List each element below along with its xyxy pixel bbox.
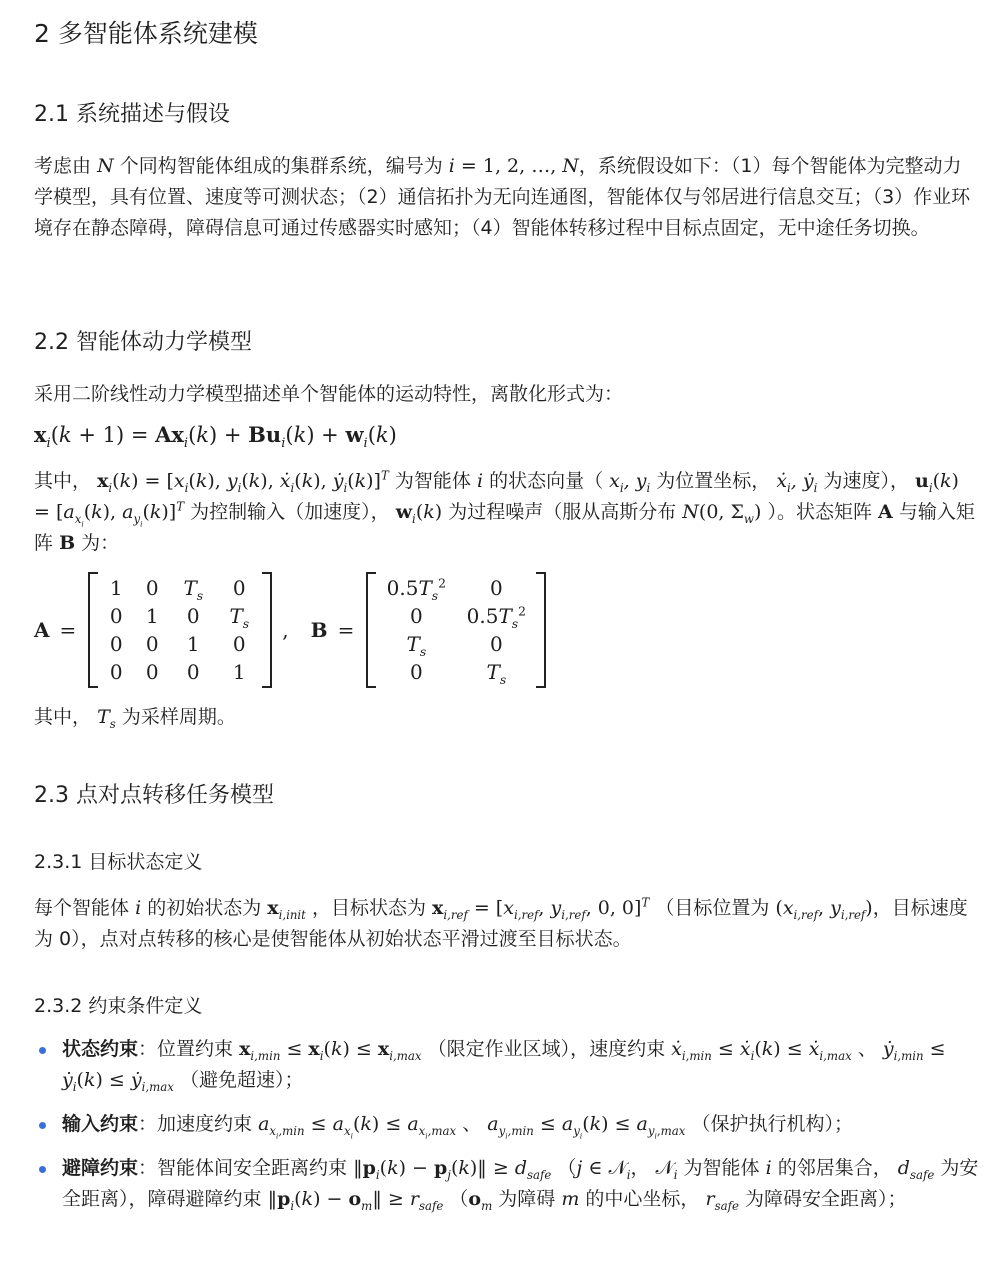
page-title: 2 多智能体系统建模 (34, 19, 258, 48)
math-state-vector: $x_i(k) = [x_i(k)$, $y_i(k)$, ẋ$_i$(k), ẏ$_i$(k)]$^T$ (97, 468, 389, 495)
dynamics-equation: $x_i(k + 1) = Ax_i(k) + Bu_i(k) + w_i(k)$ (34, 422, 397, 452)
math-index-range: i = 1, 2, …, N (448, 155, 579, 177)
section-2-1-paragraph: 考虑由 N 个同构智能体组成的集群系统，编号为 i = 1, 2, …, N，系统假设如下：（1）每个智能体为完整动力学模型，具有位置、速度等可测状态；（2）通信拓扑为无向连通图，智能体仅与邻居进行信息交互；（3）作业环境存在静态障碍，障碍信息可通过传感器实时感知；（4）智能体转移过程中目标点固定，无中途任务切换。 (34, 155, 971, 239)
matrix-b: $0.5T_s^2$ 0 0 $0.5T_s^2$ $T_s$ 0 0 $T_s$ (366, 572, 546, 688)
constraint-list (34, 1034, 979, 1228)
math-input-vector: $u_i(k) = [a_{x_i}(k)$, $a_{y_i}(k)]^T$ (34, 470, 959, 529)
matrix-a: 1 0 $T_s$ 0 0 1 0 $T_s$ 0 0 1 0 0 0 0 1 (88, 572, 272, 688)
sampling-period-note: 其中， $T_s$ 为采样周期。 (34, 706, 236, 731)
section-2-2-intro: 采用二阶线性动力学模型描述单个智能体的运动特性，离散化形式为： (34, 383, 624, 405)
section-2-3-1-heading: 2.3.1 目标状态定义 (34, 851, 203, 873)
section-2-3-heading: 2.3 点对点转移任务模型 (34, 783, 274, 808)
section-2-1-heading: 2.1 系统描述与假设 (34, 102, 230, 127)
list-item: 输入约束：加速度约束 $a_{x_i,min} \le a_{x_i}(k) \le a_{x_i,max}$ 、 $a_{y_i,min} \le a_{y_i}(k) \le a_{y_i,max}$ （保护执行机构）； (34, 1109, 979, 1140)
section-2-2-heading: 2.2 智能体动力学模型 (34, 330, 252, 355)
list-item: 避障约束：智能体间安全距离约束 $‖p_i(k)$ − $p_j(k)‖ \ge d_{safe}$ （j ∈ 𝒩$_i$， 𝒩$_i$ 为智能体 i 的邻居集合， $d_{safe}$ 为安全距离），障碍避障约束 $‖p_i(k)$ − $o_m‖ \ge r_{safe}$ （$o_m$ 为障碍 m 的中心坐标， $r_{safe}$ 为障碍安全距离）； (34, 1153, 979, 1215)
target-state-paragraph: 每个智能体 i 的初始状态为 $x_{i,init}$ ，目标状态为 $x_{i,ref} = [x_{i,ref}$, $y_{i,ref}$, 0, 0]$^T$ （目标位置为 ($x_{i,ref}$, $y_{i,ref}$)，目标速度为 0），点对点转移的核心是使智能体从初始状态平滑过渡至目标状态。 (34, 895, 968, 950)
list-item: 状态约束：位置约束 $x_{i,min} \le x_i(k) \le x_{i,max}$ （限定作业区域），速度约束 ẋ$_{i,min}$ ≤ ẋ$_i$(k) ≤ ẋ$_{i,max}$ 、 ẏ$_{i,min}$ ≤ ẏ$_i$(k) ≤ ẏ$_{i,max}$ （避免超速）； (34, 1034, 979, 1096)
section-2-3-2-heading: 2.3.2 约束条件定义 (34, 995, 203, 1017)
system-matrices: A = 1 0 $T_s$ 0 0 1 0 $T_s$ 0 0 1 0 0 0 0 1 , B = $0.5T_s^2$ 0 0 $0.5T_s^2$ $T_s$ 0 0 $T_s$ (34, 566, 546, 694)
variable-definitions: 其中， $x_i(k) = [x_i(k)$, $y_i(k)$, ẋ$_i$(k), ẏ$_i$(k)]$^T$ 为智能体 i 的状态向量（ $x_i$, $y_i$ 为位置坐标， ẋ$_i$, ẏ$_i$ 为速度）， $u_i(k) = [a_{x_i}(k)$, $a_{y_i}(k)]^T$ 为控制输入（加速度）， $w_i(k)$ 为过程噪声（服从高斯分布 N(0, $\Sigma_w$) ）。状态矩阵 A 与输入矩阵 B 为： (34, 468, 975, 554)
math-n: N (97, 155, 114, 177)
